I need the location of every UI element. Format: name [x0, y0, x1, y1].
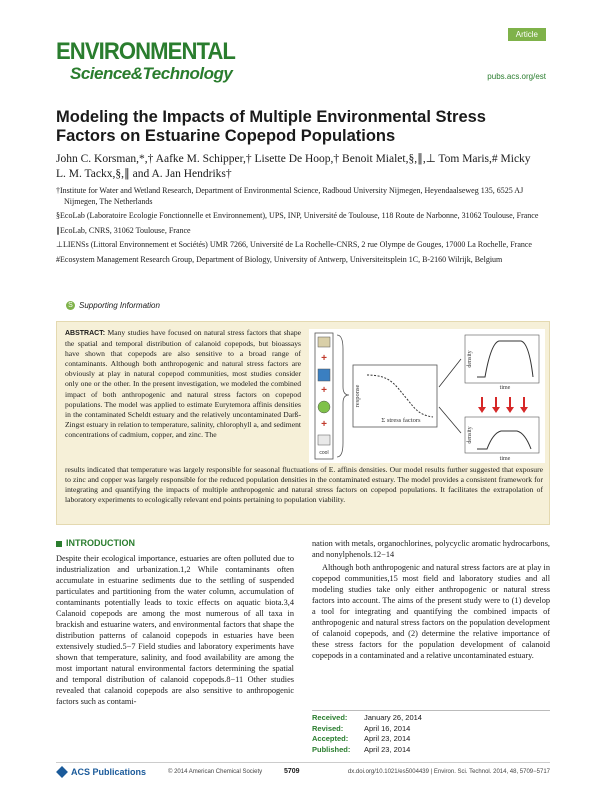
date-published: Published: April 23, 2014 [312, 744, 411, 754]
page-footer [56, 766, 550, 780]
plus-icon-2: + [321, 385, 327, 396]
algae-icon [318, 401, 330, 413]
acs-publications-logo [56, 766, 146, 778]
intro-column-right [312, 538, 550, 661]
affiliation-4: ⊥LIENSs (Littoral Environnement et Sociétés) UMR 7266, Université de La Rochelle-CNRS, 2 rue Olympe de Gouges, 17000 La Rochelle, France [56, 240, 532, 249]
publisher-name: ACS Publications [71, 767, 147, 777]
water-icon [318, 369, 330, 381]
intro-paragraph-3: Although both anthropogenic and natural stress factors are at play in copepod communities,15 most field and laboratory studies and all modeling studies take only either anthropogenic or natural stress factors into account. The aims of the present study were to (1) develop a tool for integrating and quantifying the combined impacts of anthropogenic and natural stress factors on the population development of calanoid copepods, and (2) determine the relative importance of these stress factors for the population development of calanoid copepods in a contaminated and a relative uncontaminated estuary. [312, 563, 550, 660]
toc-graphic-svg [309, 329, 545, 463]
arrow-to-top-plot [439, 359, 461, 387]
affiliations [56, 186, 550, 269]
thermometer-icon [318, 435, 330, 445]
abstract-text-narrow: Many studies have focused on natural stress factors that shape the spatial and temporal distribution of calanoid copepods, but bioassays have shown that copepods are also sensitive to a broad range of contaminants. Although both anthropogenic and natural stress factors are obviously at play in natural copepod communities, most studies consider only one or the other. In the present investigation, we modeled the combined impact of both anthropogenic and natural stress factors on copepod populations. The model was applied to estimate Eurytemora affinis densities in the contaminated Scheldt estuary and the relatively uncontaminated Darß-Zingst estuary in relation to temperature, salinity, chlorophyll a, and sediment concentrations of cadmium, copper, and zinc. The [65, 328, 301, 439]
affiliation-3: ∥EcoLab, CNRS, 31062 Toulouse, France [56, 225, 191, 235]
journal-masthead [56, 26, 546, 102]
section-bullet-icon [56, 541, 62, 547]
cool-label: cool [319, 450, 329, 456]
copyright-notice: © 2014 American Chemical Society [168, 769, 263, 775]
affiliation-2: §EcoLab (Laboratoire Ecologie Fonctionnelle et Environnement), UPS, INP, Université de Toulouse, 118 Route de Narbonne, 31062 Toulouse, France [56, 211, 539, 220]
date-received: Received: January 26, 2014 [312, 713, 422, 722]
intro-paragraph-1: Despite their ecological importance, estuaries are often polluted due to industrialization and urbanization.1,2 While contaminants often accumulate in estuarine sediments due to the settling of suspended particulates and partitioning from the water column, accumulation of contaminants potentially leads to toxic effects on aquatic biota.3,4 Calanoid copepods are among the most numerous of all taxa in brackish and estuarine waters, and environmental factors that shape the distribution patterns of calanoid copepods in estuaries have been extensively studied.5−7 Field studies and laboratory experiments have shown that temperature, salinity, and food availability are among the most important natural environmental factors determining the spatial and temporal distribution of calanoid copepods.8−11 Other studies revealed that calanoid copepods are also sensitive to anthropogenic factors such as contami- [56, 554, 294, 706]
logo-line-2: Science&Technology [70, 64, 233, 83]
date-accepted: Accepted: April 23, 2014 [312, 734, 411, 743]
article-type-badge: Article [508, 28, 546, 41]
abstract-box [56, 321, 550, 525]
acs-logo-icon [56, 766, 68, 778]
page-number: 5709 [284, 768, 300, 775]
density-plot-top-frame [465, 335, 539, 383]
dates-divider [312, 710, 550, 711]
logo-line-1: ENVIRONMENTAL [56, 38, 235, 65]
contaminant-arrows [478, 397, 528, 413]
journal-logo [56, 38, 235, 98]
doi-citation[interactable]: dx.doi.org/10.1021/es5004439 | Environ. Sci. Technol. 2014, 48, 5709−5717 [347, 769, 550, 775]
publication-dates [312, 713, 422, 755]
abstract-narrow [65, 328, 301, 440]
journal-url-link[interactable]: pubs.acs.org/est [487, 72, 546, 81]
density-plot-bottom-frame [465, 417, 539, 453]
intro-heading-text: INTRODUCTION [66, 538, 135, 548]
brace-shape [337, 335, 349, 457]
abstract-label: ABSTRACT: [65, 330, 106, 337]
footer-divider [56, 762, 550, 763]
affiliation-5: #Ecosystem Management Research Group, Department of Biology, University of Antwerp, Universiteitsplein 1C, B-2160 Wilrijk, Belgium [56, 254, 503, 264]
toc-graphic [309, 329, 545, 463]
author-list: John C. Korsman,*,† Aafke M. Schipper,† Lisette De Hoop,† Benoit Mialet,§,∥,⊥ Tom Maris,# Micky L. M. Tackx,§,∥ and A. Jan Hendriks† [56, 153, 531, 180]
affiliation-1: †Institute for Water and Wetland Research, Department of Environmental Science, Radboud University Nijmegen, Heyendaalseweg 135, 6525 AJ Nijmegen, The Netherlands [56, 186, 524, 206]
intro-heading [56, 538, 294, 549]
plus-icon-1: + [321, 353, 327, 364]
arrow-to-bottom-plot [439, 407, 461, 433]
intro-column-left [56, 538, 294, 707]
density-axis-label-bottom: density [467, 426, 473, 444]
abstract-text-wide: results indicated that temperature was largely responsible for seasonal fluctuations of E. affinis densities. Our model results further suggested that exposure to zinc and copper was largely responsible for the reduced population densities in the contaminated estuary. The model provides a consistent framework for integrating and quantifying the impacts of multiple anthropogenic and natural stress factors on copepod populations. It facilitates the extrapolation of laboratory experiments to ecologically relevant end points pertaining to population viability. [65, 465, 543, 505]
supporting-information-link[interactable] [66, 301, 160, 310]
density-axis-label-top: density [467, 350, 473, 368]
sediment-icon [318, 337, 330, 347]
plus-icon-3: + [321, 419, 327, 430]
stress-axis-label: Σ stress factors [381, 417, 421, 424]
time-axis-label-bottom: time [499, 456, 511, 462]
date-revised: Revised: April 16, 2014 [312, 723, 411, 733]
supporting-info-label: Supporting Information [79, 301, 160, 310]
supporting-info-icon: S [66, 301, 75, 310]
article-title: Modeling the Impacts of Multiple Environmental Stress Factors on Estuarine Copepod Populations [56, 108, 486, 145]
intro-paragraph-2: nation with metals, organochlorines, polycyclic aromatic hydrocarbons, and nonylphenols.12−14 [312, 539, 550, 559]
time-axis-label-top: time [499, 385, 511, 391]
response-axis-label: response [354, 384, 361, 408]
